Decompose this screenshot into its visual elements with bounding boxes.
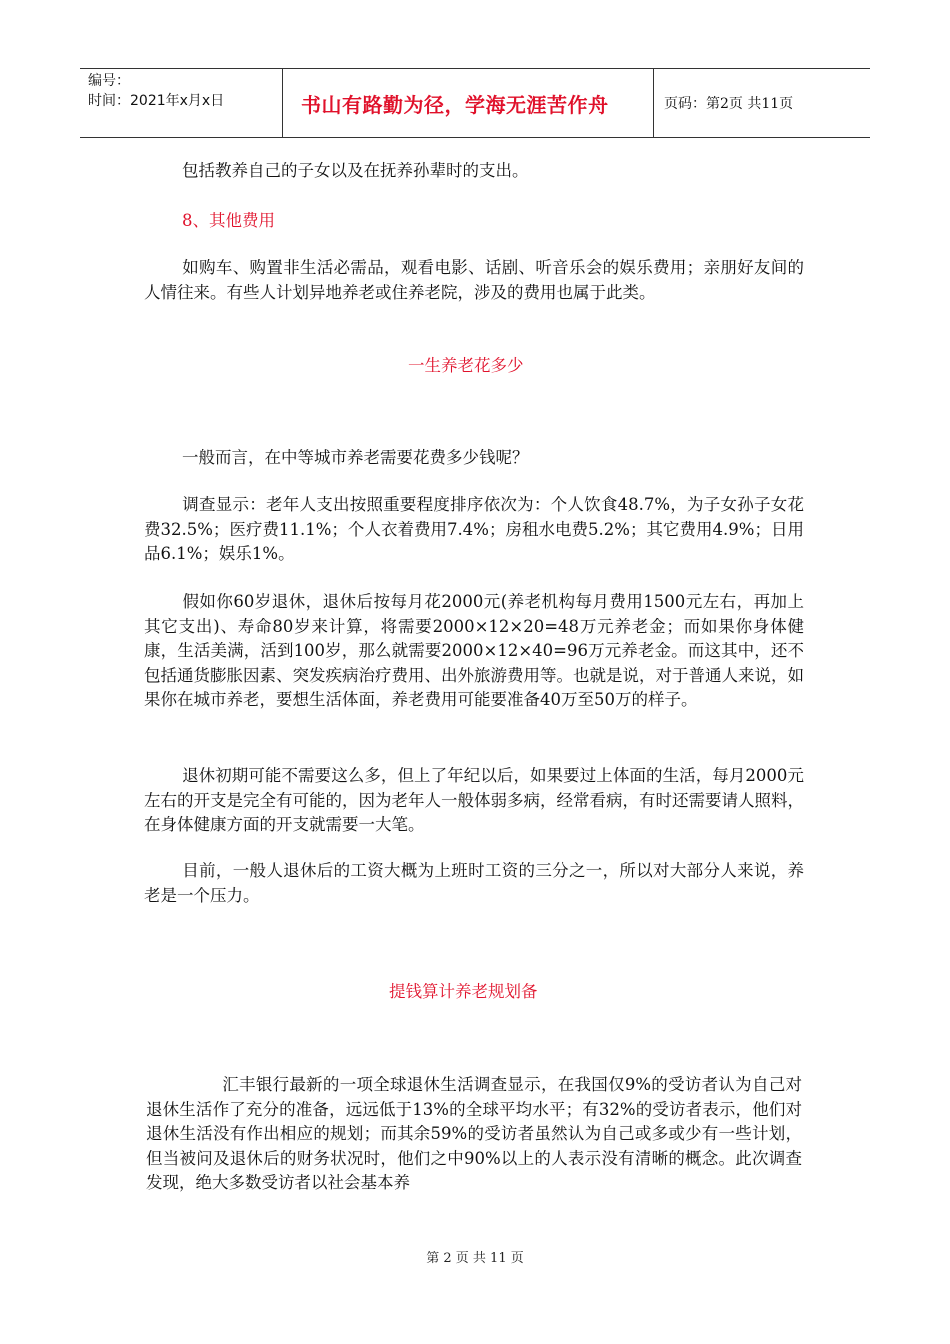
header-motto-cell xyxy=(283,69,654,137)
number-label: 编号： xyxy=(88,73,130,89)
paragraph-8: 汇丰银行最新的一项全球退休生活调查显示，在我国仅9%的受访者认为自己对退休生活作了充分的准备，远远低于13%的全球平均水平；有32%的受访者表示，他们对退休生活没有作出相应的规划；而其余59%的受访者虽然认为自己或多或少有一些计划，但当被问及退休后的财务状况时，他们之中90%以上的人表示没有清晰的概念。此次调查发现，绝大多数受访者以社会基本养 xyxy=(146,1075,802,1192)
paragraph-3: 一般而言，在中等城市养老需要花费多少钱呢？ xyxy=(182,448,529,467)
paragraph-6: 退休初期可能不需要这么多，但上了年纪以后，如果要过上体面的生活，每月2000元左右的开支是完全有可能的，因为老年人一般体弱多病，经常看病，有时还需要请人照料，在身体健康方面的开支就需要一大笔。 xyxy=(144,766,804,834)
heading-other-costs: 8、其他费用 xyxy=(182,211,275,230)
date-label: 时间：2021年x月x日 xyxy=(88,93,225,109)
paragraph-5: 假如你60岁退休，退休后按每月花2000元(养老机构每月费用1500元左右，再加上其它支出)、寿命80岁来计算，将需要2000×12×20=48万元养老金；而如果你身体健康，生活美满，活到100岁，那么就需要2000×12×40=96万元养老金。而这其中，还不包括通货膨胀因素、突发疾病治疗费用、出外旅游费用等。也就是说，对于普通人来说，如果你在城市养老，要想生活体面，养老费用可能要准备40万至50万的样子。 xyxy=(144,592,804,709)
paragraph-1: 包括教养自己的子女以及在抚养孙辈时的支出。 xyxy=(182,161,529,180)
page-footer: 第 2 页 共 11 页 xyxy=(426,1251,524,1266)
paragraph-7: 目前，一般人退休后的工资大概为上班时工资的三分之一，所以对大部分人来说，养老是一个压力。 xyxy=(144,861,804,905)
header-meta-cell xyxy=(80,69,283,137)
heading-retirement-plan: 提钱算计养老规划备 xyxy=(389,982,538,1001)
paragraph-4: 调查显示：老年人支出按照重要程度排序依次为：个人饮食48.7%，为子女孙子女花费32.5%；医疗费11.1%；个人衣着费用7.4%；房租水电费5.2%；其它费用4.9%；日用品6.1%；娱乐1%。 xyxy=(144,495,804,563)
heading-lifetime-cost: 一生养老花多少 xyxy=(408,356,524,375)
page-info: 页码：第2页 共11页 xyxy=(664,96,794,112)
paragraph-2: 如购车、购置非生活必需品，观看电影、话剧、听音乐会的娱乐费用；亲朋好友间的人情往来。有些人计划异地养老或住养老院，涉及的费用也属于此类。 xyxy=(144,258,804,302)
header-table xyxy=(80,68,870,138)
motto: 书山有路勤为径，学海无涯苦作舟 xyxy=(301,93,609,117)
